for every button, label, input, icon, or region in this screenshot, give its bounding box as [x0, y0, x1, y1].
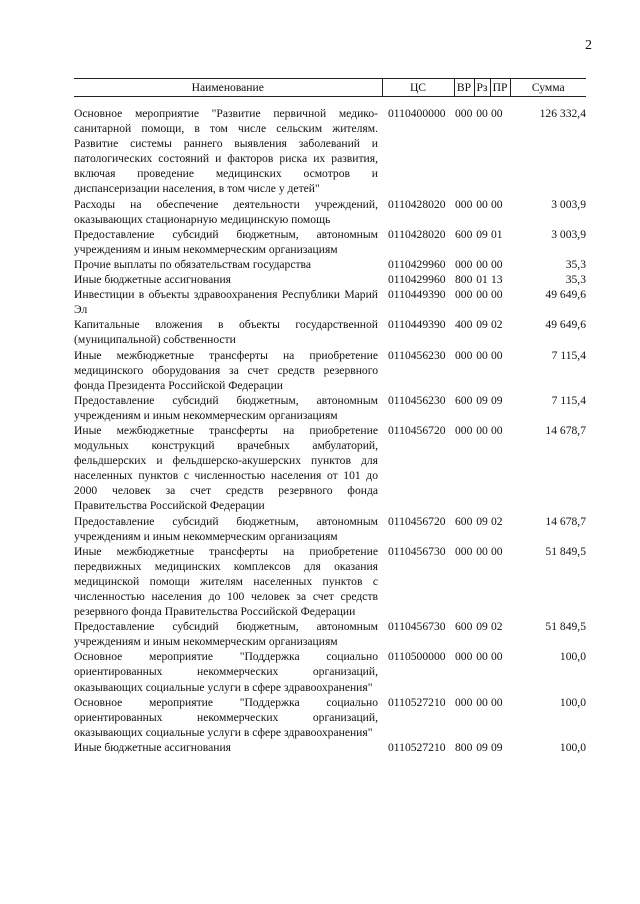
- cell-name: Расходы на обеспечение деятельности учреждений, оказывающих стационарную медицинскую помощь: [74, 197, 378, 226]
- cell-pr: 00: [491, 423, 503, 437]
- cell-cs: 0110428020: [388, 227, 446, 241]
- cell-name: Основное мероприятие "Поддержка социально ориентированных некоммерческих организаций, оказывающих социальные услуги в сфере здравоохранения": [74, 650, 378, 694]
- cell-name: Предоставление субсидий бюджетным, автономным учреждениям и иным некоммерческим организациям: [74, 620, 378, 649]
- cell-name: Предоставление субсидий бюджетным, автономным учреждениям и иным некоммерческим организациям: [74, 514, 378, 543]
- cell-pr: 00: [491, 107, 503, 120]
- cell-sum: 100,0: [559, 695, 586, 709]
- header-rz: Рз: [474, 79, 490, 97]
- table-row: [74, 197, 586, 227]
- cell-sum: 35,3: [565, 273, 586, 287]
- cell-pr: 02: [491, 514, 503, 528]
- cell-pr: 01: [491, 227, 503, 241]
- cell-sum: 7 115,4: [551, 393, 586, 407]
- cell-vr: 000: [455, 197, 473, 211]
- cell-pr: 00: [491, 257, 503, 271]
- cell-pr: 00: [491, 650, 503, 664]
- cell-sum: 51 849,5: [545, 544, 586, 558]
- cell-vr: 400: [455, 318, 473, 332]
- cell-rz: 09: [476, 318, 488, 332]
- table-row: [74, 544, 586, 619]
- cell-vr: 000: [455, 423, 473, 437]
- table-row: [74, 393, 586, 423]
- cell-cs: 0110449390: [388, 318, 446, 332]
- cell-pr: 09: [491, 740, 503, 754]
- cell-name: Иные межбюджетные трансферты на приобретение передвижных медицинских комплексов для оказания медицинской помощи жителям населенных пунктов с численностью населения до 100 человек за счет средств резервного фонда Правительства Российской Федерации: [74, 544, 378, 619]
- cell-pr: 00: [491, 695, 503, 709]
- cell-rz: 00: [476, 107, 488, 120]
- cell-sum: 35,3: [565, 257, 586, 271]
- cell-cs: 0110456230: [388, 348, 446, 362]
- cell-pr: 00: [491, 288, 503, 302]
- cell-pr: 09: [491, 393, 503, 407]
- cell-name: Иные бюджетные ассигнования: [74, 740, 231, 754]
- cell-sum: 126 332,4: [539, 107, 586, 120]
- table-row: [74, 348, 586, 393]
- cell-name: Предоставление субсидий бюджетным, автономным учреждениям и иным некоммерческим организациям: [74, 227, 378, 256]
- header-name: Наименование: [74, 79, 382, 97]
- header-vr: ВР: [454, 79, 474, 97]
- table-row: [74, 649, 586, 694]
- cell-rz: 09: [476, 227, 488, 241]
- cell-rz: 09: [476, 740, 488, 754]
- cell-vr: 000: [455, 650, 473, 664]
- cell-sum: 3 003,9: [551, 197, 586, 211]
- header-cs: ЦС: [382, 79, 454, 97]
- cell-sum: 14 678,7: [545, 514, 586, 528]
- table-row: [74, 619, 586, 649]
- cell-sum: 49 649,6: [545, 318, 586, 332]
- budget-table: [74, 78, 586, 755]
- cell-sum: 100,0: [559, 650, 586, 664]
- table-row: [74, 257, 586, 272]
- cell-vr: 600: [455, 227, 473, 241]
- cell-name: Основное мероприятие "Поддержка социально ориентированных некоммерческих организаций, оказывающих социальные услуги в сфере здравоохранения": [74, 695, 378, 739]
- cell-rz: 00: [476, 288, 488, 302]
- table-row: [74, 423, 586, 514]
- cell-name: Основное мероприятие "Развитие первичной медико-санитарной помощи, в том числе сельским жителям. Развитие системы раннего выявления заболеваний и патологических состояний и факторов риска их развития, включая проведение медицинских осмотров и диспансеризации населения, в том числе у детей": [74, 107, 378, 196]
- cell-name: Инвестиции в объекты здравоохранения Республики Марий Эл: [74, 288, 378, 317]
- cell-sum: 14 678,7: [545, 423, 586, 437]
- table-body: [74, 97, 586, 756]
- header-pr: ПР: [490, 79, 510, 97]
- cell-rz: 00: [476, 695, 488, 709]
- cell-rz: 09: [476, 393, 488, 407]
- cell-vr: 800: [455, 273, 473, 287]
- cell-vr: 600: [455, 393, 473, 407]
- page-number: 2: [585, 38, 592, 53]
- cell-vr: 000: [455, 288, 473, 302]
- cell-name: Капитальные вложения в объекты государственной (муниципальной) собственности: [74, 318, 378, 347]
- table-row: [74, 317, 586, 347]
- cell-pr: 02: [491, 620, 503, 634]
- table-header-row: [74, 79, 586, 97]
- cell-sum: 100,0: [559, 740, 586, 754]
- cell-pr: 00: [491, 544, 503, 558]
- table-row: [74, 695, 586, 740]
- cell-cs: 0110527210: [388, 695, 446, 709]
- cell-rz: 00: [476, 348, 488, 362]
- table-row: [74, 514, 586, 544]
- table-row: [74, 227, 586, 257]
- cell-cs: 0110527210: [388, 740, 446, 754]
- table-row: [74, 287, 586, 317]
- cell-cs: 0110456730: [388, 620, 446, 634]
- table-row: [74, 97, 586, 197]
- cell-vr: 000: [455, 348, 473, 362]
- table-row: [74, 272, 586, 287]
- cell-vr: 800: [455, 740, 473, 754]
- cell-rz: 00: [476, 650, 488, 664]
- cell-cs: 0110449390: [388, 288, 446, 302]
- cell-rz: 09: [476, 514, 488, 528]
- cell-sum: 49 649,6: [545, 288, 586, 302]
- cell-rz: 01: [476, 273, 488, 287]
- cell-name: Предоставление субсидий бюджетным, автономным учреждениям и иным некоммерческим организациям: [74, 393, 378, 422]
- cell-sum: 3 003,9: [551, 227, 586, 241]
- cell-pr: 02: [491, 318, 503, 332]
- cell-rz: 00: [476, 257, 488, 271]
- cell-vr: 000: [455, 257, 473, 271]
- header-sum: Сумма: [510, 79, 586, 97]
- cell-cs: 0110456230: [388, 393, 446, 407]
- cell-cs: 0110429960: [388, 257, 446, 271]
- cell-cs: 0110429960: [388, 273, 446, 287]
- cell-vr: 600: [455, 620, 473, 634]
- cell-cs: 0110428020: [388, 197, 446, 211]
- cell-name: Иные межбюджетные трансферты на приобретение медицинского оборудования за счет средств резервного фонда Президента Российской Федерации: [74, 348, 378, 392]
- cell-rz: 00: [476, 197, 488, 211]
- cell-cs: 0110500000: [388, 650, 446, 664]
- cell-vr: 000: [455, 107, 473, 120]
- cell-rz: 00: [476, 544, 488, 558]
- cell-vr: 600: [455, 514, 473, 528]
- cell-rz: 09: [476, 620, 488, 634]
- cell-name: Иные бюджетные ассигнования: [74, 273, 231, 287]
- cell-vr: 000: [455, 695, 473, 709]
- cell-rz: 00: [476, 423, 488, 437]
- cell-sum: 51 849,5: [545, 620, 586, 634]
- cell-name: Иные межбюджетные трансферты на приобретение модульных конструкций врачебных амбулаторий, фельдшерских и фельдшерско-акушерских пунктов для населенных пунктов с численностью населения от 101 до 2000 человек за счет средств резервного фонда Правительства Российской Федерации: [74, 423, 378, 513]
- cell-pr: 00: [491, 197, 503, 211]
- cell-cs: 0110400000: [388, 107, 446, 120]
- cell-pr: 13: [491, 273, 503, 287]
- cell-vr: 000: [455, 544, 473, 558]
- cell-cs: 0110456730: [388, 544, 446, 558]
- cell-pr: 00: [491, 348, 503, 362]
- cell-cs: 0110456720: [388, 514, 446, 528]
- cell-sum: 7 115,4: [551, 348, 586, 362]
- cell-cs: 0110456720: [388, 423, 446, 437]
- table-row: [74, 740, 586, 755]
- cell-name: Прочие выплаты по обязательствам государства: [74, 257, 311, 271]
